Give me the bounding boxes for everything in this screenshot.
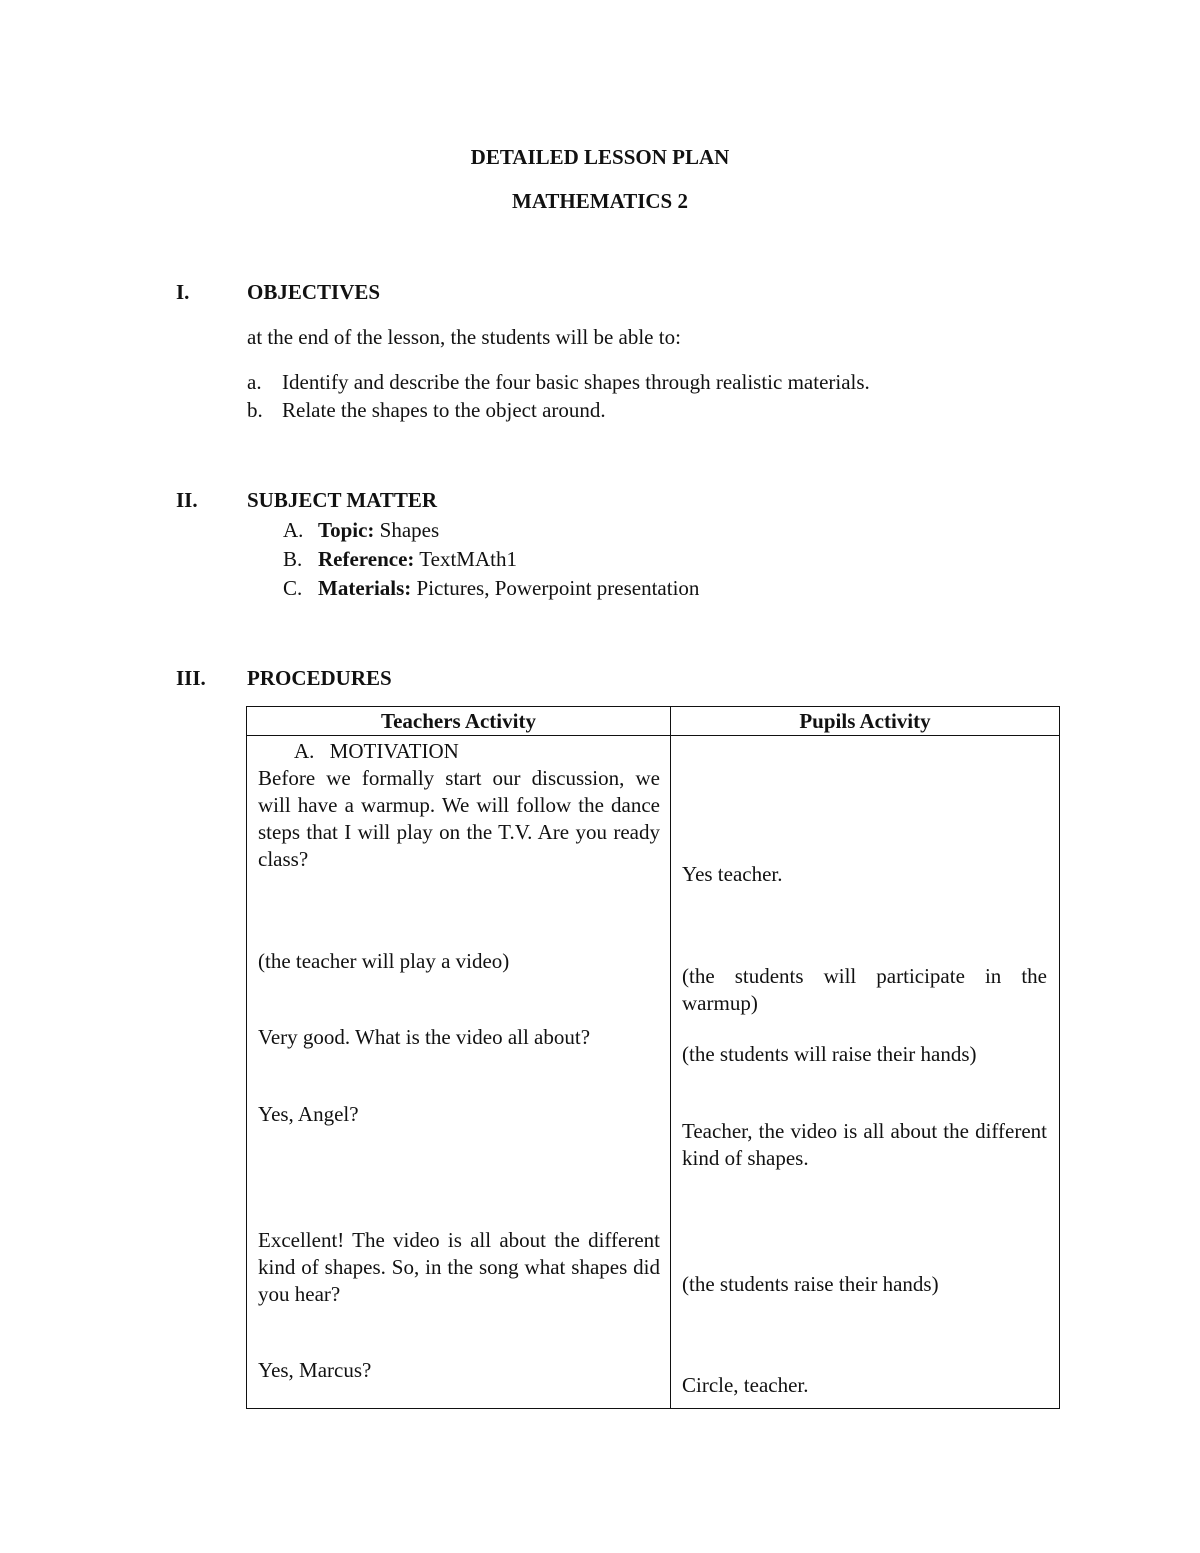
objective-item: Identify and describe the four basic shapes through realistic materials. [282,370,870,394]
objectives-intro: at the end of the lesson, the students will be able to: [247,325,681,349]
column-header-teachers: Teachers Activity [247,707,671,736]
pupils-activity-content [671,736,1059,1408]
section-heading-subject-matter: SUBJECT MATTER [247,488,438,512]
teacher-line: Yes, Marcus? [258,1358,372,1382]
subject-item [318,547,517,572]
document-subtitle: MATHEMATICS 2 [512,189,688,213]
section-number-procedures: III. [176,666,206,690]
teacher-line: Before we formally start our discussion, we will have a warmup. We will follow the dance steps that I will play on the T.V. Are you ready class? [258,766,660,871]
subject-item-value: Shapes [379,518,440,542]
subject-item-value: Pictures, Powerpoint presentation [416,576,700,600]
procedures-table [246,706,1060,1409]
section-number-subject-matter: II. [176,488,198,512]
column-header-pupils: Pupils Activity [671,707,1060,736]
subject-item-label: Materials: [318,576,412,600]
motivation-heading [294,739,459,764]
objective-letter: a. [247,370,262,394]
subject-item-label: Topic: [318,518,375,542]
teacher-line: Excellent! The video is all about the different kind of shapes. So, in the song what shapes did you hear? [258,1228,660,1306]
teachers-activity-cell [247,736,671,1409]
teacher-line: (the teacher will play a video) [258,949,510,973]
document-title: DETAILED LESSON PLAN [470,145,730,169]
subject-item-letter: C. [283,576,303,600]
pupil-line: Yes teacher. [682,862,783,886]
pupil-line: Teacher, the video is all about the different kind of shapes. [682,1119,1047,1170]
section-heading-objectives: OBJECTIVES [247,280,381,304]
objective-item: Relate the shapes to the object around. [282,398,606,422]
section-heading-procedures: PROCEDURES [247,666,392,690]
teachers-activity-content [247,736,670,1408]
table-row [247,736,1060,1409]
pupil-line: (the students will participate in the warmup) [682,964,1047,1015]
pupils-activity-cell [671,736,1060,1409]
teacher-line: Yes, Angel? [258,1102,359,1126]
subject-item-value: TextMAth1 [419,547,517,571]
motivation-title: MOTIVATION [329,739,459,763]
subject-item-label: Reference: [318,547,415,571]
subject-item-letter: B. [283,547,303,571]
table-header-row [247,707,1060,736]
teacher-line: Very good. What is the video all about? [258,1025,591,1049]
subject-item-letter: A. [283,518,304,542]
pupil-line: (the students raise their hands) [682,1272,939,1296]
subject-item [318,576,699,601]
pupil-line: (the students will raise their hands) [682,1042,977,1066]
objective-letter: b. [247,398,263,422]
subject-item [318,518,439,543]
motivation-letter: A. [294,739,315,763]
section-number-objectives: I. [176,280,190,304]
pupil-line: Circle, teacher. [682,1373,809,1397]
